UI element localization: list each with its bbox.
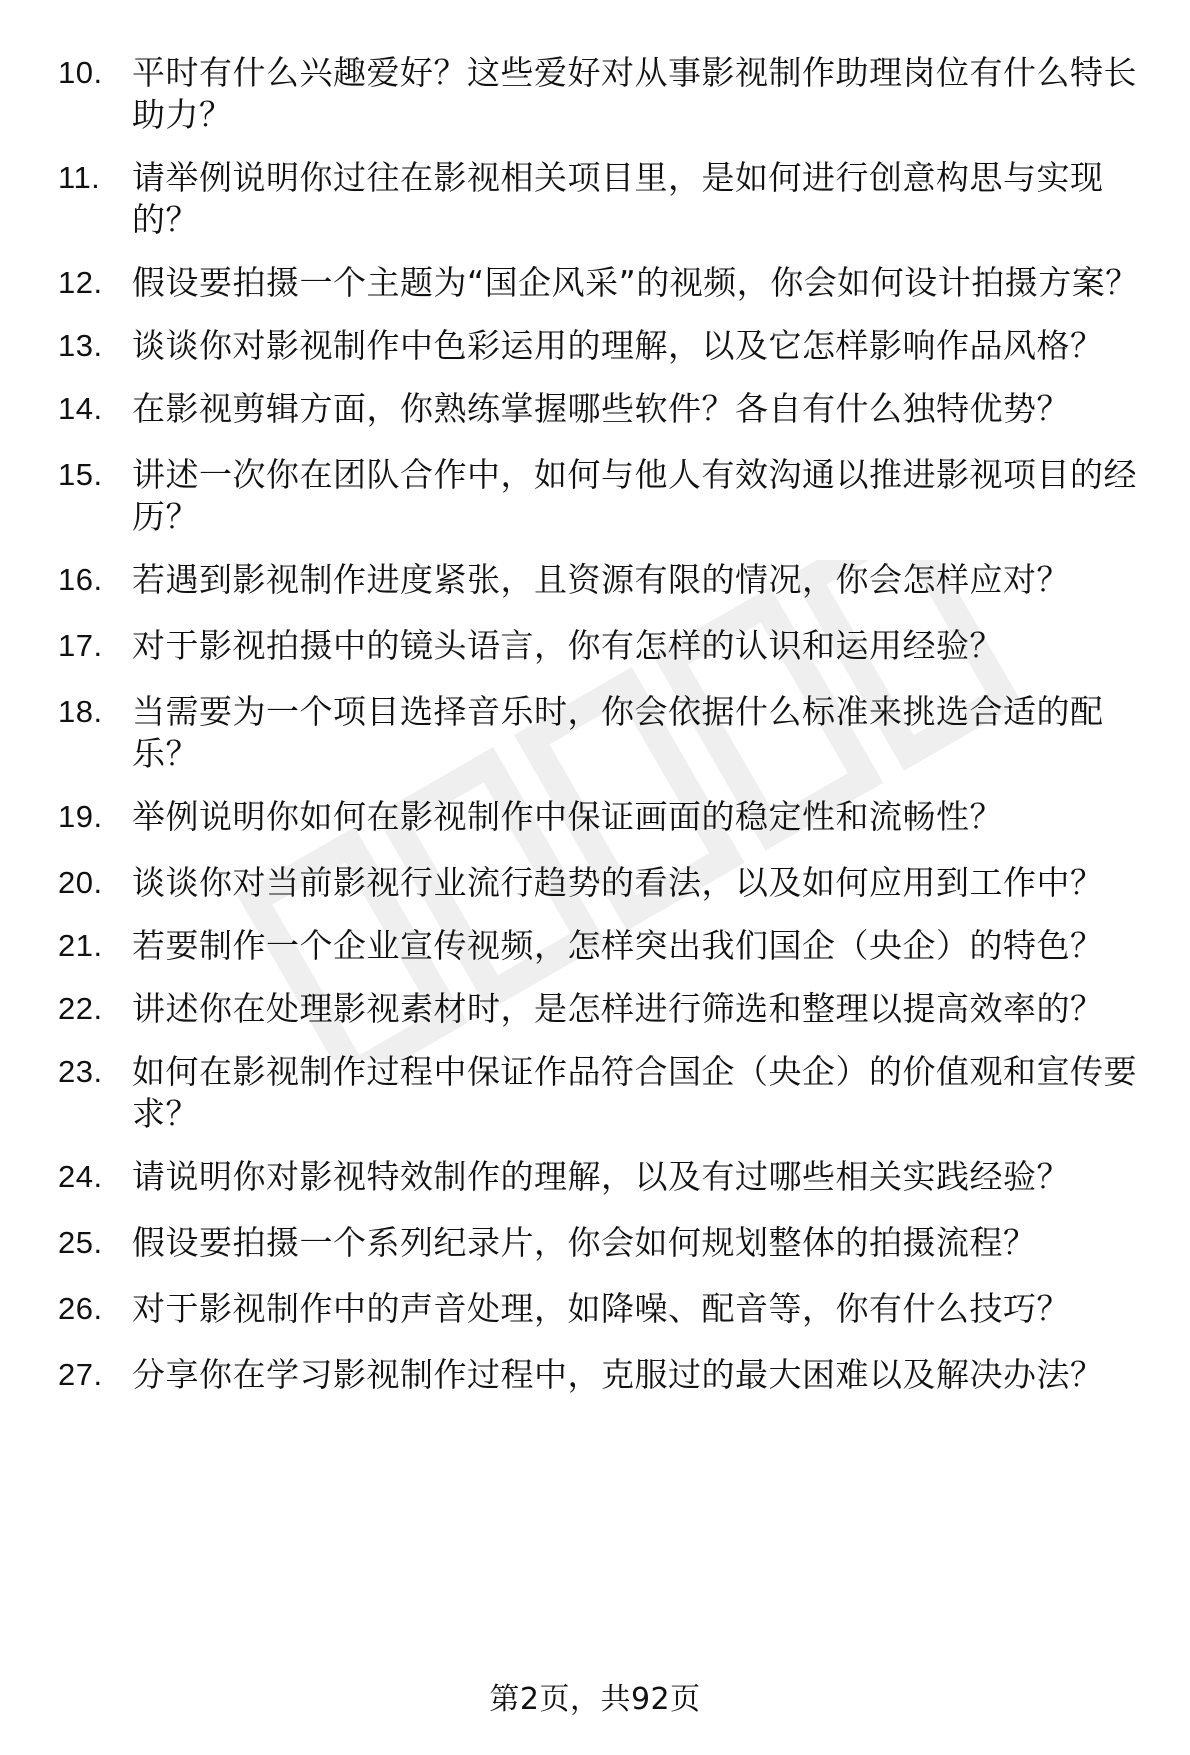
question-item-27 xyxy=(58,1354,1158,1396)
question-number: 16. xyxy=(58,562,103,597)
question-text: 对于影视拍摄中的镜头语言，你有怎样的认识和运用经验？ xyxy=(132,626,1003,665)
question-number: 27. xyxy=(58,1357,103,1392)
question-item-11 xyxy=(58,157,1158,241)
question-item-23 xyxy=(58,1051,1158,1135)
question-text: 若遇到影视制作进度紧张，且资源有限的情况，你会怎样应对？ xyxy=(132,560,1070,599)
question-number: 20. xyxy=(58,865,103,900)
question-number: 26. xyxy=(58,1291,103,1326)
question-item-25 xyxy=(58,1222,1158,1264)
question-item-20 xyxy=(58,862,1158,904)
question-text: 在影视剪辑方面，你熟练掌握哪些软件？各自有什么独特优势？ xyxy=(132,389,1070,428)
question-list xyxy=(58,52,1158,1417)
question-number: 23. xyxy=(58,1054,103,1089)
question-text: 谈谈你对影视制作中色彩运用的理解，以及它怎样影响作品风格？ xyxy=(132,326,1104,365)
question-item-12 xyxy=(58,262,1158,304)
question-number: 24. xyxy=(58,1159,103,1194)
question-text: 分享你在学习影视制作过程中，克服过的最大困难以及解决办法？ xyxy=(132,1355,1104,1394)
question-text: 举例说明你如何在影视制作中保证画面的稳定性和流畅性？ xyxy=(132,797,1003,836)
question-text: 谈谈你对当前影视行业流行趋势的看法，以及如何应用到工作中？ xyxy=(132,863,1104,902)
question-text: 若要制作一个企业宣传视频，怎样突出我们国企（央企）的特色？ xyxy=(132,926,1104,965)
question-item-18 xyxy=(58,691,1158,775)
question-item-24 xyxy=(58,1156,1158,1198)
question-item-14 xyxy=(58,388,1158,430)
question-item-17 xyxy=(58,625,1158,667)
question-text: 假设要拍摄一个主题为“国企风采”的视频，你会如何设计拍摄方案？ xyxy=(132,263,1139,302)
question-number: 10. xyxy=(58,55,103,90)
question-number: 11. xyxy=(58,160,101,195)
question-item-22 xyxy=(58,988,1158,1030)
question-number: 15. xyxy=(58,457,103,492)
question-item-10 xyxy=(58,52,1158,136)
question-item-16 xyxy=(58,559,1158,601)
page-footer xyxy=(0,1680,1190,1720)
question-text: 平时有什么兴趣爱好？这些爱好对从事影视制作助理岗位有什么特长助力？ xyxy=(132,53,1137,134)
question-item-21 xyxy=(58,925,1158,967)
question-number: 12. xyxy=(58,265,103,300)
question-text: 对于影视制作中的声音处理，如降噪、配音等，你有什么技巧？ xyxy=(132,1289,1070,1328)
question-number: 13. xyxy=(58,328,103,363)
page-number-label: 第2页，共92页 xyxy=(489,1682,701,1717)
question-text: 假设要拍摄一个系列纪录片，你会如何规划整体的拍摄流程？ xyxy=(132,1223,1037,1262)
question-item-19 xyxy=(58,796,1158,838)
question-text: 请说明你对影视特效制作的理解，以及有过哪些相关实践经验？ xyxy=(132,1157,1070,1196)
question-text: 讲述一次你在团队合作中，如何与他人有效沟通以推进影视项目的经历？ xyxy=(132,455,1137,536)
question-text: 如何在影视制作过程中保证作品符合国企（央企）的价值观和宣传要求？ xyxy=(132,1052,1137,1133)
question-item-15 xyxy=(58,454,1158,538)
question-item-26 xyxy=(58,1288,1158,1330)
question-number: 21. xyxy=(58,928,103,963)
question-number: 14. xyxy=(58,391,103,426)
question-number: 25. xyxy=(58,1225,103,1260)
question-number: 18. xyxy=(58,694,103,729)
question-number: 19. xyxy=(58,799,103,834)
question-item-13 xyxy=(58,325,1158,367)
question-text: 请举例说明你过往在影视相关项目里，是如何进行创意构思与实现的？ xyxy=(132,158,1104,239)
question-text: 讲述你在处理影视素材时，是怎样进行筛选和整理以提高效率的？ xyxy=(132,989,1104,1028)
question-text: 当需要为一个项目选择音乐时，你会依据什么标准来挑选合适的配乐？ xyxy=(132,692,1104,773)
question-number: 17. xyxy=(58,628,103,663)
question-number: 22. xyxy=(58,991,103,1026)
